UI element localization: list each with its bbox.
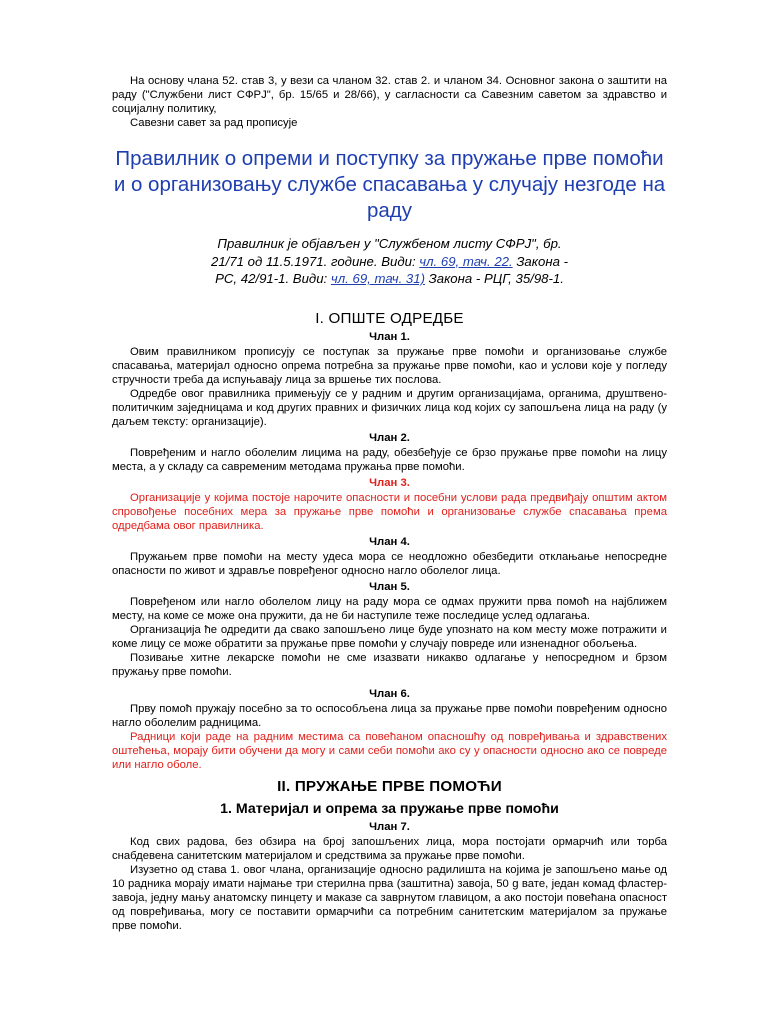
preamble-paragraph: На основу члана 52. став 3, у вези са чланом 32. став 2. и чланом 34. Основног закона о заштити на раду ("Службени лист СФРЈ", бр. 15/65 и 28/66), у сагласности са Савезним саветом за здравство и социјалну политику,: [112, 75, 667, 115]
document-page: [112, 74, 667, 933]
article-1-paragraph-1: Овим правилником прописују се поступак за пружање прве помоћи и организовање службе спасавања, материјал односно опрема потребна за пружање прве помоћи, као и услови које у погледу стручности треба да испуњавају лица за вршење тих послова.: [112, 345, 667, 386]
article-heading-1: Члан 1.: [369, 330, 410, 343]
article-5-paragraph-3: Позивање хитне лекарске помоћи не сме изазвати никакво одлагање у непосредном и брзом пружању прве помоћи.: [112, 651, 667, 678]
article-7-paragraph-2: Изузетно од става 1. овог члана, организације односно радилишта на којима је запошљено мање од 10 радника морају имати најмање три стерилна прва (заштитна) завоја, 50 g вате, један комад фластер-завоја, једну мању анатомску пинцету и маказе са заврнутом главицом, а ако постоји повећана опасност од повређивања, могу се поставити ормарчићи са потребним санитетским материјалом за пружање прве помоћи.: [112, 863, 667, 932]
publication-text-1: Правилник је објављен у "Службеном листу СФРЈ", бр. 21/71 од 11.5.1971. године. Види:: [211, 236, 562, 269]
section-heading-first-aid: II. ПРУЖАЊЕ ПРВЕ ПОМОЋИ: [277, 777, 502, 795]
article-2-paragraph-1: Повређеним и нагло оболелим лицима на раду, обезбеђује се брзо пружање прве помоћи на лицу места, а у складу са савременим методама пружања прве помоћи.: [112, 446, 667, 473]
article-6-paragraph-1: Прву помоћ пружају посебно за то оспособљена лица за пружање прве помоћи повређеним односно нагло оболелим радницима.: [112, 702, 667, 729]
article-heading-2: Члан 2.: [369, 431, 410, 444]
publication-text-3: Закона - РЦГ, 35/98-1.: [424, 271, 564, 286]
article-3-paragraph-1: Организације у којима постоје нарочите опасности и посебни услови рада предвиђају општим актом спровођење посебних мера за пружање прве помоћи и организовање службе спасавања према одредбама овог правилника.: [112, 491, 667, 532]
article-5-paragraph-1: Повређеном или нагло оболелом лицу на раду мора се одмах пружити прва помоћ на најближем месту, на коме се може она пружити, да не би наступиле теже последице услед одлагања.: [112, 595, 667, 622]
article-1-paragraph-2: Одредбе овог правилника примењују се у радним и другим организацијама, органима, друштвено-политичким заједницама и код других правних и физичких лица код којих су запошљена лица на раду (у даљем тексту: организације).: [112, 387, 667, 428]
publication-text-2: Закона - РС, 42/91-1. Види:: [215, 253, 568, 286]
article-heading-3: Члан 3.: [369, 476, 410, 489]
preamble-decree-line: Савезни савет за рад прописује: [130, 117, 298, 129]
subsection-heading-materials: 1. Материјал и опрема за пружање прве помоћи: [220, 800, 559, 817]
reference-link-1[interactable]: чл. 69, тач. 22.: [419, 253, 513, 269]
article-heading-6: Члан 6.: [369, 687, 410, 700]
article-heading-4: Члан 4.: [369, 535, 410, 548]
reference-link-2[interactable]: чл. 69, тач. 31): [330, 271, 425, 286]
article-4-paragraph-1: Пружањем прве помоћи на месту удеса мора се неодложно обезбедити отклањање непосредне опасности по живот и здравље повређеног односно нагло оболелог лица.: [112, 550, 667, 577]
section-heading-general: I. ОПШТЕ ОДРЕДБЕ: [315, 309, 464, 327]
publication-note: [205, 235, 575, 288]
document-title: Правилник о опреми и поступку за пружање прве помоћи и о организовању службе спасавања у случају незгоде на раду: [113, 147, 666, 222]
article-heading-5: Члан 5.: [369, 580, 410, 593]
article-heading-7: Члан 7.: [369, 820, 410, 833]
article-7-paragraph-1: Код свих радова, без обзира на број запошљених лица, мора постојати ормарчић или торба снабдевена санитетским материјалом и средствима за пружање прве помоћи.: [112, 835, 667, 862]
article-6-paragraph-2: Радници који раде на радним местима са повећаном опасношћу од повређивања и здравствених оштећења, морају бити обучени да могу и сами себи помоћи ако су у опасности односно ако се повреде или нагло оболе.: [112, 730, 667, 771]
article-5-paragraph-2: Организација ће одредити да свако запошљено лице буде упознато на ком месту може потражити и коме лицу се може обратити за пружање прве помоћи у случају повреде или изненадног обољења.: [112, 623, 667, 650]
